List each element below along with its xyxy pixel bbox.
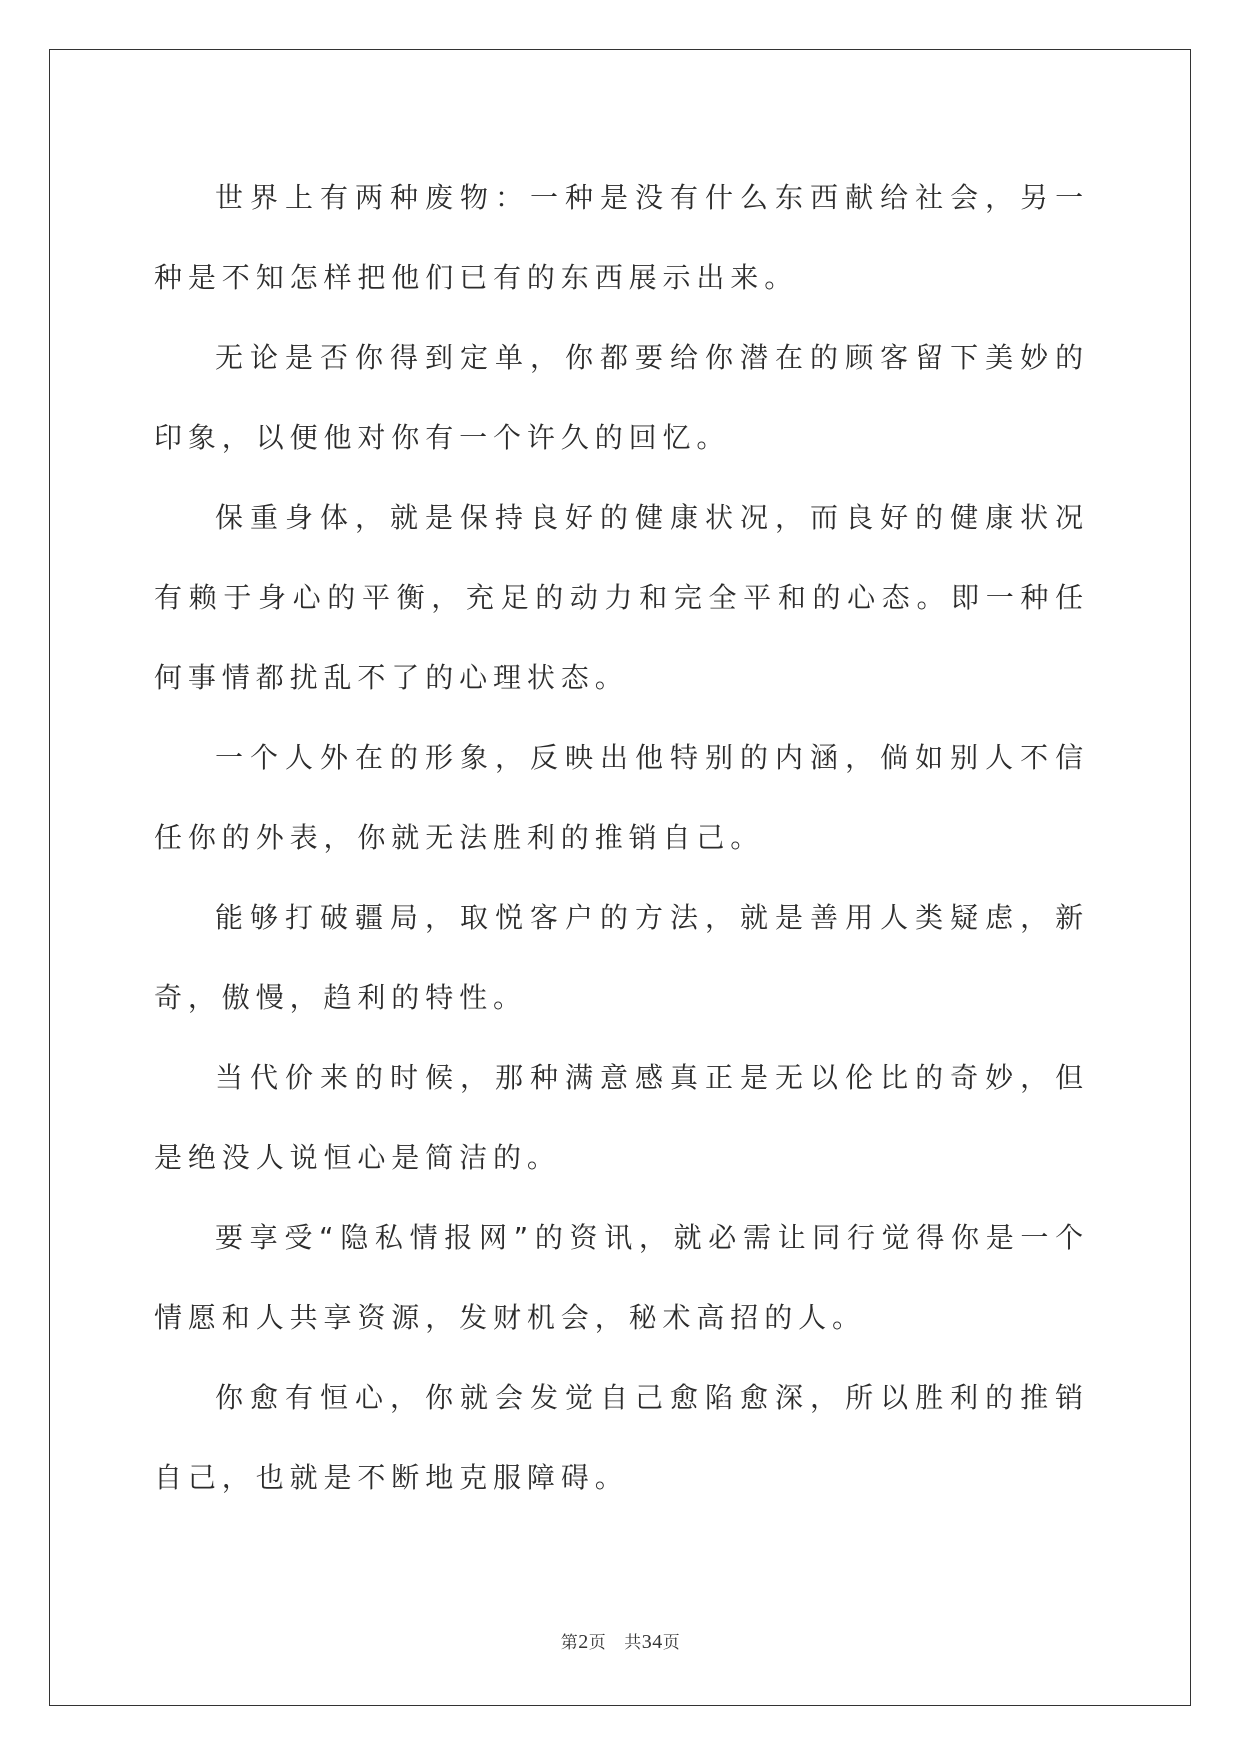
paragraph: 一个人外在的形象，反映出他特别的内涵，倘如别人不信任你的外表，你就无法胜利的推销自己。 — [154, 741, 1089, 854]
paragraph: 无论是否你得到定单，你都要给你潜在的顾客留下美妙的印象，以便他对你有一个许久的回忆。 — [154, 341, 1089, 454]
page-prefix: 第 — [560, 1633, 579, 1653]
page-footer — [0, 1628, 1241, 1654]
paragraph: 世界上有两种废物：一种是没有什么东西献给社会，另一种是不知怎样把他们已有的东西展示出来。 — [154, 181, 1089, 294]
total-prefix: 共 — [624, 1633, 642, 1653]
paragraph: 你愈有恒心，你就会发觉自己愈陷愈深，所以胜利的推销自己，也就是不断地克服障碍。 — [154, 1381, 1089, 1494]
document-body — [154, 158, 1089, 1518]
paragraph: 保重身体，就是保持良好的健康状况，而良好的健康状况有赖于身心的平衡，充足的动力和完全平和的心态。即一种任何事情都扰乱不了的心理状态。 — [154, 501, 1089, 694]
total-suffix: 页 — [662, 1633, 681, 1653]
paragraph: 要享受“隐私情报网”的资讯，就必需让同行觉得你是一个情愿和人共享资源，发财机会，秘术高招的人。 — [154, 1221, 1089, 1334]
page-number: 2 — [578, 1631, 589, 1653]
paragraph: 当代价来的时候，那种满意感真正是无以伦比的奇妙，但是绝没人说恒心是简洁的。 — [154, 1061, 1089, 1174]
total-pages: 34 — [641, 1631, 663, 1653]
page-suffix: 页 — [588, 1633, 607, 1653]
paragraph: 能够打破疆局，取悦客户的方法，就是善用人类疑虑，新奇，傲慢，趋利的特性。 — [154, 901, 1089, 1014]
